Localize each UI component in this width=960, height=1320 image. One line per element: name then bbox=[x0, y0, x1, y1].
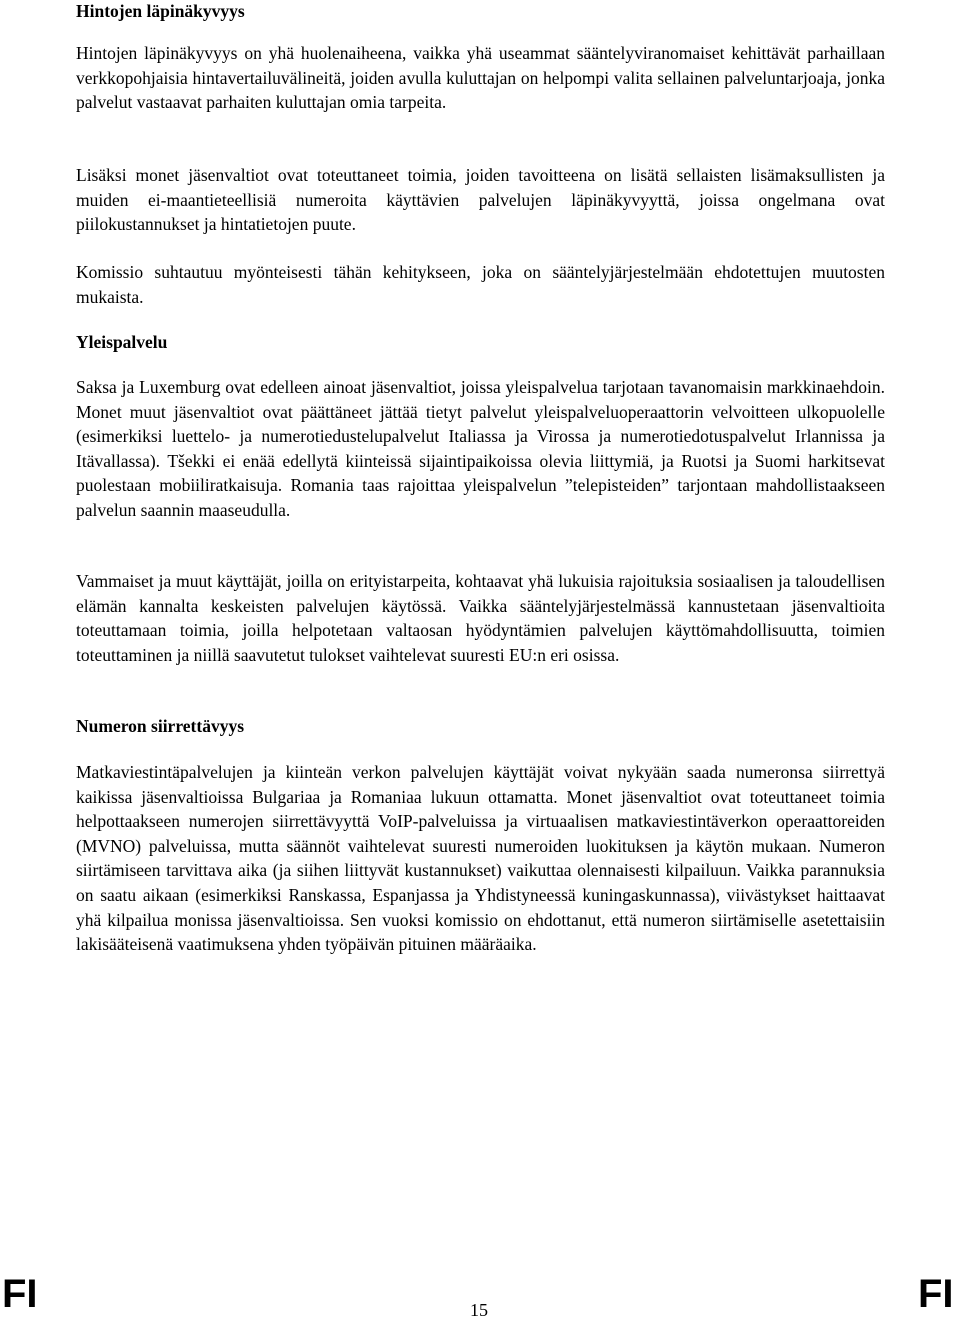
footer-language-label-left: FI bbox=[2, 1272, 38, 1316]
section-heading-number-portability: Numeron siirrettävyys bbox=[76, 716, 245, 736]
footer-language-label-right: FI bbox=[918, 1272, 954, 1316]
section-heading-universal-service: Yleispalvelu bbox=[76, 332, 168, 352]
page-number: 15 bbox=[470, 1300, 488, 1320]
paragraph-member-state-measures: Lisäksi monet jäsenvaltiot ovat toteuttaneet toimia, joiden tavoitteena on lisätä sellaisten lisämaksullisten ja muiden ei-maantieteellisiä numeroita käyttävien palvelujen läpinäkyvyyttä, joissa ongelmana ovat piilokustannukset ja hintatietojen puute. bbox=[76, 165, 885, 235]
paragraph-disabled-users: Vammaiset ja muut käyttäjät, joilla on erityistarpeita, kohtaavat yhä lukuisia rajoituksia sosiaalisen ja taloudellisen elämän kannalta keskeisten palvelujen käytössä. Vaikka sääntelyjärjestelmässä kannustetaan jäsenvaltioita toteuttamaan toimia, joilla helpotetaan valtaosan hyödyntämien palvelujen käyttömahdollisuutta, toimien toteuttaminen ja niillä saavutetut tulokset vaihtelevat suuresti EU:n eri osissa. bbox=[76, 571, 885, 665]
paragraph-universal-service: Saksa ja Luxemburg ovat edelleen ainoat jäsenvaltiot, joissa yleispalvelua tarjotaan tavanomaisin markkinaehdoin. Monet muut jäsenvaltiot ovat päättäneet jättää tietyt palvelut yleispalveluoperaattorin velvoitteen ulkopuolelle (esimerkiksi luettelo- ja numerotiedustelupalvelut Italiassa ja Virossa ja numerotiedotuspalvelut Irlannissa ja Itävallassa). Tšekki ei enää edellytä kiinteissä sijaintipaikoissa olevia liittymiä, ja Ruotsi ja Suomi harkitsevat puolestaan mobiiliratkaisuja. Romania taas rajoittaa yleispalvelun ”telepisteiden” tarjontaan mahdollistaakseen palvelun saannin maaseudulla. bbox=[76, 377, 885, 520]
paragraph-price-transparency-intro: Hintojen läpinäkyvyys on yhä huolenaiheena, vaikka yhä useammat sääntelyviranomaiset kehittävät parhaillaan verkkopohjaisia hintavertailuvälineitä, joiden avulla kuluttajan on helpompi valita sellainen palveluntarjoaja, jonka palvelut vastaavat parhaiten kuluttajan omia tarpeita. bbox=[76, 43, 885, 113]
section-heading-price-transparency: Hintojen läpinäkyvyys bbox=[76, 1, 245, 21]
paragraph-commission-view: Komissio suhtautuu myönteisesti tähän kehitykseen, joka on sääntelyjärjestelmään ehdotettujen muutosten mukaista. bbox=[76, 262, 885, 307]
paragraph-number-portability: Matkaviestintäpalvelujen ja kiinteän verkon palvelujen käyttäjät voivat nykyään saada numeronsa siirrettyä kaikissa jäsenvaltioissa Bulgariaa ja Romaniaa lukuun ottamatta. Monet jäsenvaltiot ovat toteuttaneet toimia helpottaakseen numerojen siirrettävyyttä VoIP-palveluissa ja virtuaalisen matkaviestintäverkon operaattoreiden (MVNO) palveluissa, mutta säännöt vaihtelevat suuresti numeroiden luokituksen ja käytön mukaan. Numeron siirtämiseen tarvittava aika (ja siihen liittyvät kustannukset) vaikuttaa olennaisesti kilpailuun. Vaikka parannuksia on saatu aikaan (esimerkiksi Ranskassa, Espanjassa ja Yhdistyneessä kuningaskunnassa), viivästykset haittaavat yhä kilpailua monissa jäsenvaltioissa. Sen vuoksi komissio on ehdottanut, että numeron siirtämiselle asetettaisiin lakisääteisenä vaatimuksena yhden työpäivän pituinen määräaika. bbox=[76, 762, 885, 955]
